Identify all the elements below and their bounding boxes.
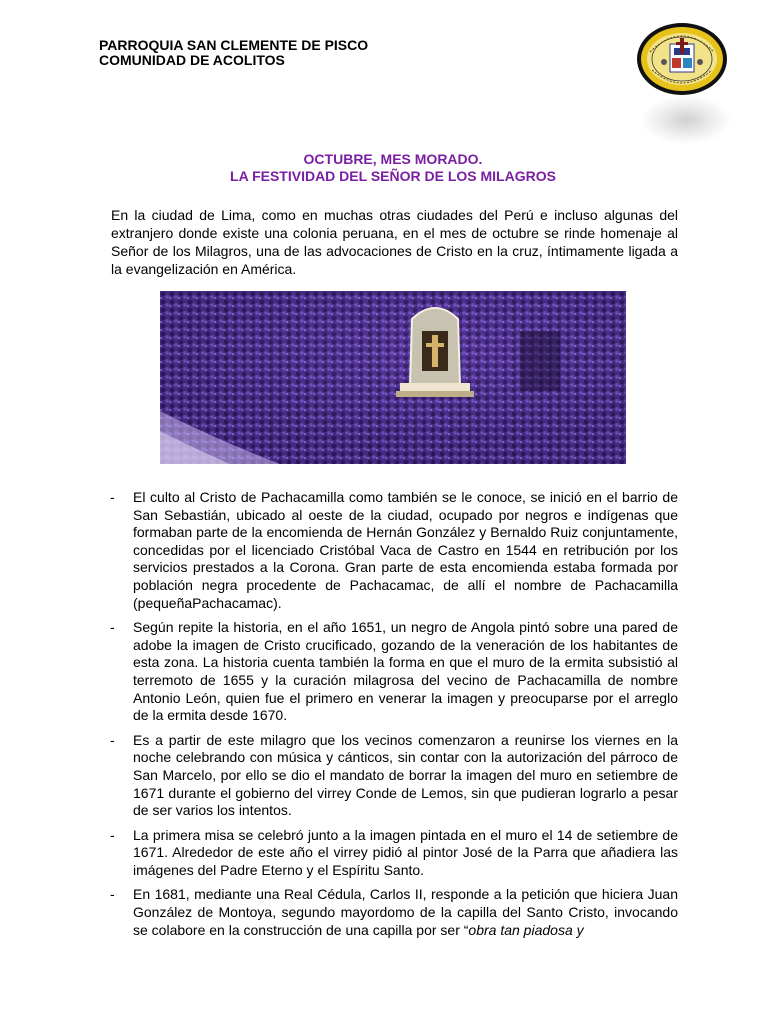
bullet-dash: - [110,489,115,505]
list-item [110,619,678,725]
list-item-text: En 1681, mediante una Real Cédula, Carlos II, responde a la petición que hiciera Juan González de Montoya, segundo mayordomo de la capilla del Santo Cristo, invocando se colabore en la construcción de una capilla por ser “ [133,886,678,938]
list-item [110,489,678,612]
bullet-dash: - [110,731,115,748]
parish-name: PARROQUIA SAN CLEMENTE DE PISCO [99,37,369,53]
title-line-2: LA FESTIVIDAD DEL SEÑOR DE LOS MILAGROS [230,168,556,184]
document-title [0,151,768,185]
list-item [110,732,678,820]
community-name: COMUNIDAD DE ACOLITOS [99,52,285,68]
intro-paragraph: En la ciudad de Lima, como en muchas otras ciudades del Perú e incluso algunas del extranjero donde existe una colonia peruana, en el mes de octubre se rinde homenaje al Señor de los Milagros, una de las advocaciones de Cristo en la cruz, íntimamente ligada a la evangelización en América. [111,207,678,277]
list-item [110,886,678,939]
bullet-dash: - [110,826,115,843]
list-item-text: La primera misa se celebró junto a la imagen pintada en el muro el 14 de setiembre de 1671. Alrededor de este año el virrey pidió al pintor José de la Parra que añadiera las imágenes del Padre Eterno y el Espíritu Santo. [133,826,678,878]
list-item-text: Según repite la historia, en el año 1651, un negro de Angola pintó sobre una pared de adobe la imagen de Cristo crucificado, gozando de la veneración de los habitantes de esta zona. La historia cuenta también la forma en que el muro de la ermita subsistió al terremoto de 1655 y la curación milagrosa del vecino de Pachacamilla de nombre Antonio León, quien fue el primero en venerar la imagen y preocuparse por el arreglo de la ermita desde 1670. [133,619,678,724]
list-item-text: El culto al Cristo de Pachacamilla como también se le conoce, se inició en el barrio de San Sebastián, ubicado al oeste de la ciudad, ocupado por negros e indígenas que formaban parte de la encomienda de Hernán González y Bernaldo Ruiz conjuntamente, concedidas por el licenciado Cristóbal Vaca de Castro en 1544 en retribución por los servicios prestados a la Corona. Gran parte de esta encomienda estaba formada por población negra procedente de Pachacamac, de allí el nombre de Pachacamilla (pequeñaPachacamac). [133,489,678,611]
procession-photo [160,291,626,464]
bullet-dash: - [110,886,115,903]
history-list [110,489,678,946]
list-item-text: Es a partir de este milagro que los vecinos comenzaron a reunirse los viernes en la noche celebrando con música y cánticos, sin contar con la autorización del párroco de San Marcelo, por ello se dio el mandato de borrar la imagen del muro en setiembre de 1671 durante el gobierno del virrey Conde de Lemos, sin que pudieran lograrlo a pesar de ser varios los intentos. [133,731,678,819]
list-item [110,827,678,880]
title-line-1: OCTUBRE, MES MORADO. [303,151,483,167]
italic-quote: obra tan piadosa y [468,921,584,938]
document-header [99,38,368,68]
parish-logo-seal [636,22,728,96]
bullet-dash: - [110,619,115,636]
logo-shadow [640,95,732,145]
